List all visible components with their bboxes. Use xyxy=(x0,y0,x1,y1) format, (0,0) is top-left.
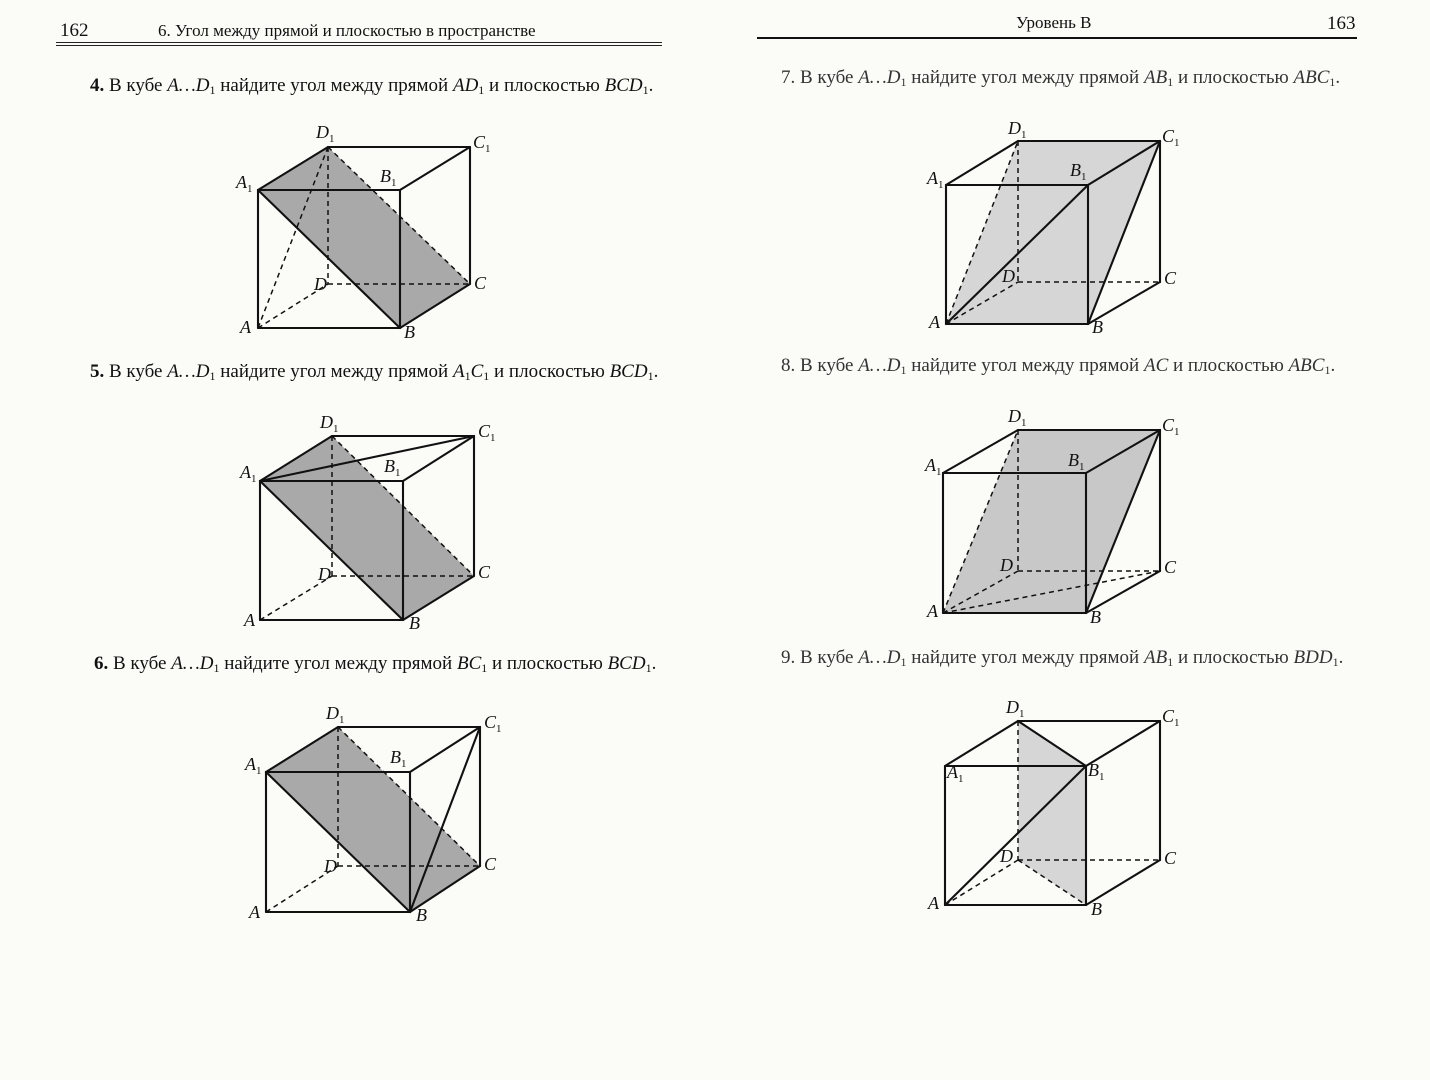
svg-text:D1: $D_1$ xyxy=(326,703,345,726)
right-page xyxy=(715,0,1430,1080)
svg-text:B: B xyxy=(416,905,427,925)
plane-bcd1-shading xyxy=(266,727,480,912)
task-7: 7. В кубе $A\dots D_1$ найдите угол между прямой $AB_1$ и плоскостью $ABC_1$. xyxy=(781,67,1341,89)
svg-text:D1: $D_1$ xyxy=(320,412,339,435)
svg-text:B: B xyxy=(409,613,420,633)
svg-text:B1: $B_1$ xyxy=(1070,160,1087,183)
svg-text:B: B xyxy=(1092,317,1103,337)
svg-text:A: A xyxy=(927,601,938,621)
task-6: 6. В кубе $A\dots D_1$ найдите угол между прямой $BC_1$ и плоскостью $BCD_1$. xyxy=(94,653,657,675)
svg-text:A: A xyxy=(249,902,260,922)
svg-text:D: D xyxy=(314,274,327,294)
svg-text:A: A xyxy=(240,317,251,337)
task-5: 5. В кубе $A\dots D_1$ найдите угол между прямой $A_1C_1$ и плоскостью $BCD_1$. xyxy=(90,361,659,383)
svg-text:B1: $B_1$ xyxy=(1068,450,1085,473)
svg-text:C: C xyxy=(1164,268,1177,288)
svg-text:A1: $A_1$ xyxy=(925,455,942,478)
page-number: 162 xyxy=(60,20,89,41)
svg-text:A: A xyxy=(929,312,940,332)
svg-text:A1: $A_1$ xyxy=(947,762,964,785)
plane-bdd1-shading xyxy=(1018,721,1086,905)
svg-text:B1: $B_1$ xyxy=(384,456,401,479)
svg-text:D: D xyxy=(1000,555,1013,575)
running-title: 6. Угол между прямой и плоскостью в пространстве xyxy=(158,21,536,40)
svg-text:A1: $A_1$ xyxy=(245,754,262,777)
svg-text:B1: $B_1$ xyxy=(390,747,407,770)
svg-text:B: B xyxy=(1090,607,1101,627)
svg-text:C1: $C_1$ xyxy=(478,421,496,444)
svg-text:D1: $D_1$ xyxy=(316,122,335,145)
svg-text:C1: $C_1$ xyxy=(1162,706,1180,729)
svg-text:C: C xyxy=(474,273,487,293)
svg-text:C1: $C_1$ xyxy=(1162,415,1180,438)
label-a1: $A_1$ xyxy=(236,172,253,195)
svg-text:C: C xyxy=(478,562,491,582)
running-title: Уровень B xyxy=(1016,13,1092,32)
svg-text:A: A xyxy=(244,610,255,630)
svg-text:D: D xyxy=(318,564,331,584)
svg-text:B1: $B_1$ xyxy=(380,166,397,189)
svg-text:D1: $D_1$ xyxy=(1006,697,1025,720)
svg-text:B: B xyxy=(404,322,415,342)
svg-text:A1: $A_1$ xyxy=(240,462,257,485)
svg-text:C1: $C_1$ xyxy=(484,712,502,735)
svg-text:C1: $C_1$ xyxy=(473,132,491,155)
cube-figure-9 xyxy=(715,0,1430,1080)
svg-text:C: C xyxy=(1164,848,1177,868)
svg-text:D: D xyxy=(324,856,337,876)
svg-text:C: C xyxy=(484,854,497,874)
task-9: 9. В кубе $A\dots D_1$ найдите угол между прямой $AB_1$ и плоскостью $BDD_1$. xyxy=(781,647,1344,669)
svg-text:D1: $D_1$ xyxy=(1008,406,1027,429)
svg-text:D1: $D_1$ xyxy=(1008,118,1027,141)
svg-text:C1: $C_1$ xyxy=(1162,126,1180,149)
svg-text:D: D xyxy=(1002,266,1015,286)
svg-text:B1: $B_1$ xyxy=(1088,760,1105,783)
svg-text:A1: $A_1$ xyxy=(927,168,944,191)
task-4: 4. В кубе $A\dots D_1$ найдите угол между прямой $AD_1$ и плоскостью $BCD_1$. xyxy=(90,75,654,97)
task-8: 8. В кубе $A\dots D_1$ найдите угол между прямой AC и плоскостью $ABC_1$. xyxy=(781,355,1336,377)
svg-text:D: D xyxy=(1000,846,1013,866)
svg-text:B: B xyxy=(1091,899,1102,919)
svg-text:C: C xyxy=(1164,557,1177,577)
svg-text:A: A xyxy=(928,893,939,913)
page-number: 163 xyxy=(1327,13,1356,34)
